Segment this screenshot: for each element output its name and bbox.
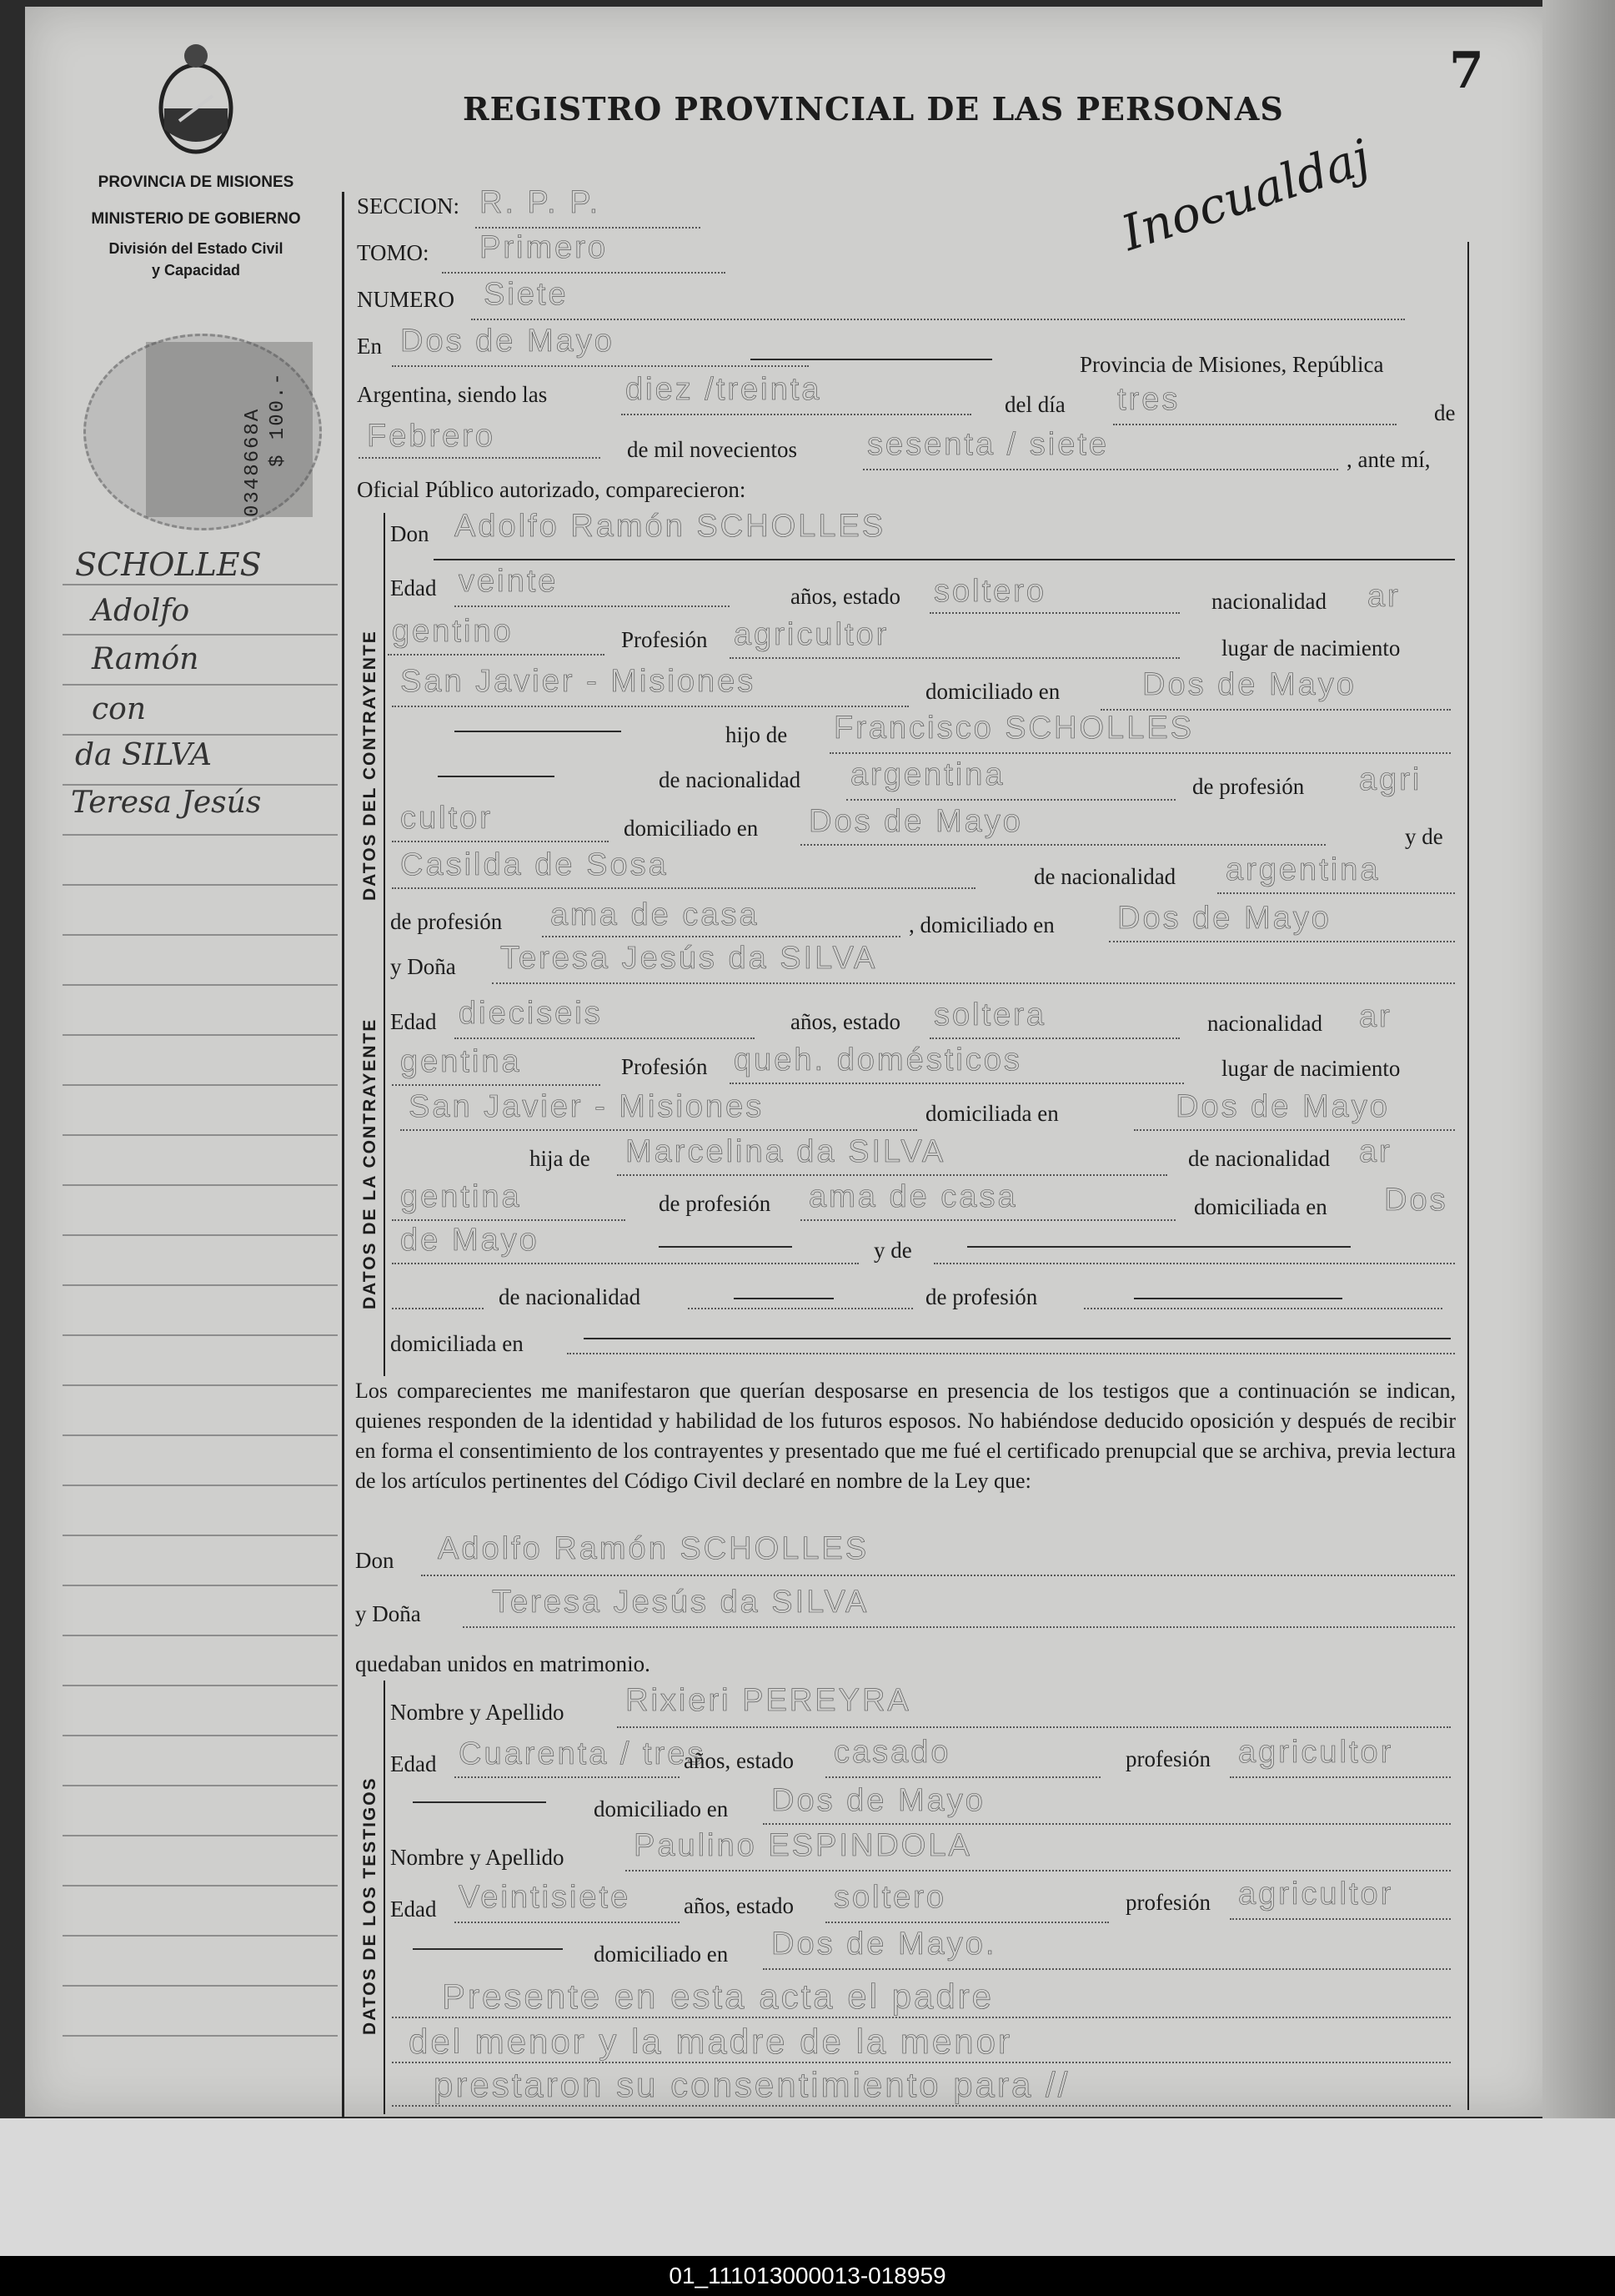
contrayenta-edad: dieciseis bbox=[459, 996, 603, 1031]
numero-value: Siete bbox=[484, 277, 569, 312]
estado2-label: años, estado bbox=[790, 1009, 900, 1034]
t1-nombre-line bbox=[617, 1726, 1451, 1728]
margin-rule bbox=[63, 834, 338, 836]
y-de2-line bbox=[934, 1263, 1455, 1264]
del-dia-text: del día bbox=[1005, 392, 1066, 417]
t1-dom-line bbox=[763, 1823, 1451, 1825]
margin-note-surname: SCHOLLES bbox=[75, 546, 262, 583]
left-header-capacidad: y Capacidad bbox=[151, 262, 241, 279]
padre-nac: argentina bbox=[850, 757, 1006, 792]
dash-h bbox=[413, 1801, 546, 1803]
madre-line bbox=[392, 887, 976, 889]
t1-nombre-label: Nombre y Apellido bbox=[390, 1700, 564, 1725]
tomo-label: TOMO: bbox=[357, 240, 429, 265]
madre-dom-label: , domiciliado en bbox=[909, 912, 1055, 937]
nac2b-line bbox=[688, 1308, 913, 1309]
union-closing: quedaban unidos en matrimonio. bbox=[355, 1651, 650, 1676]
margin-rule bbox=[63, 1184, 338, 1186]
margin-rule bbox=[63, 1284, 338, 1286]
dia-value: tres bbox=[1117, 382, 1181, 417]
margin-rule bbox=[63, 1434, 338, 1436]
t2-profesion-line bbox=[1230, 1918, 1451, 1920]
estado-line bbox=[930, 612, 1180, 614]
union-don-value: Adolfo Ramón SCHOLLES bbox=[438, 1531, 870, 1566]
hora-value: diez /treinta bbox=[625, 372, 822, 407]
page-number: 7 bbox=[1449, 42, 1484, 100]
contrayente-domicilio: Dos de Mayo bbox=[1142, 667, 1357, 702]
contrayenta-nombre: Teresa Jesús da SILVA bbox=[500, 941, 878, 976]
dash-b bbox=[438, 776, 554, 777]
margin-rule bbox=[63, 984, 338, 986]
margin-note-surname2: da SILVA bbox=[75, 738, 213, 772]
margin-note-con: con bbox=[92, 692, 147, 726]
union-don-label: Don bbox=[355, 1548, 394, 1573]
t1-profesion: agricultor bbox=[1238, 1735, 1394, 1770]
note-rule-2 bbox=[392, 2062, 1451, 2063]
document-title: REGISTRO PROVINCIAL DE LAS PERSONAS bbox=[463, 90, 1284, 128]
padre-prof-b: cultor bbox=[400, 801, 493, 836]
testigos-side-label: DATOS DE LOS TESTIGOS bbox=[360, 1776, 379, 2035]
contrayenta-nac-a: ar bbox=[1359, 999, 1392, 1034]
numero-label: NUMERO bbox=[357, 287, 455, 312]
madre2-prof: ama de casa bbox=[809, 1179, 1018, 1214]
margin-rule bbox=[63, 934, 338, 936]
contrayenta-domicilio: Dos de Mayo bbox=[1176, 1089, 1390, 1124]
madre-nombre: Casilda de Sosa bbox=[400, 847, 669, 882]
nac2-line bbox=[392, 1084, 600, 1086]
margin-rule bbox=[63, 1635, 338, 1636]
hijo-label: hijo de bbox=[725, 722, 788, 747]
lugar2-line bbox=[400, 1129, 917, 1131]
padre-prof-line bbox=[392, 841, 609, 842]
t1-profesion-label: profesión bbox=[1126, 1746, 1211, 1771]
padre-nombre: Francisco SCHOLLES bbox=[834, 711, 1195, 746]
contrayente-nombre: Adolfo Ramón SCHOLLES bbox=[454, 509, 886, 544]
profesion-line bbox=[730, 657, 1180, 659]
lugar-line bbox=[392, 706, 909, 707]
testigos-bracket bbox=[384, 1681, 385, 2114]
dom2b-label: domiciliada en bbox=[390, 1331, 524, 1356]
madre2-dom-line bbox=[392, 1263, 859, 1264]
en-line bbox=[392, 365, 809, 367]
madre2-nac-line bbox=[392, 1219, 625, 1221]
t2-profesion: agricultor bbox=[1238, 1876, 1394, 1912]
t1-dom-label: domiciliado en bbox=[594, 1796, 729, 1821]
t2-nombre-line bbox=[625, 1870, 1451, 1871]
tomo-line bbox=[442, 272, 725, 274]
profesion-label: Profesión bbox=[621, 627, 708, 652]
t1-edad-line bbox=[454, 1776, 680, 1778]
madre-nac-label: de nacionalidad bbox=[1034, 864, 1176, 889]
domiciliado-label: domiciliado en bbox=[925, 679, 1061, 704]
nacionalidad-label: nacionalidad bbox=[1211, 589, 1327, 614]
seccion-value: R. P. P. bbox=[479, 185, 601, 220]
margin-border bbox=[342, 192, 344, 2118]
lugar-label: lugar de nacimiento bbox=[1221, 636, 1401, 661]
padre-prof-label: de profesión bbox=[1192, 774, 1305, 799]
prof2b-line bbox=[1084, 1308, 1442, 1309]
domicilio2-line bbox=[1134, 1129, 1455, 1131]
nac2b-label: de nacionalidad bbox=[499, 1284, 641, 1309]
margin-rule bbox=[63, 1234, 338, 1236]
coat-of-arms-icon bbox=[150, 38, 242, 163]
dash-d bbox=[967, 1246, 1351, 1248]
margin-rule bbox=[63, 684, 338, 686]
contrayente-lugar: San Javier - Misiones bbox=[400, 664, 756, 699]
t1-profesion-line bbox=[1230, 1776, 1451, 1778]
contrayenta-madre: Marcelina da SILVA bbox=[625, 1134, 946, 1169]
book-spine bbox=[1542, 0, 1615, 2118]
madre2-prof-label: de profesión bbox=[659, 1191, 771, 1216]
dona-label: y Doña bbox=[390, 954, 456, 979]
t2-nombre-label: Nombre y Apellido bbox=[390, 1845, 564, 1870]
mes-line bbox=[359, 457, 600, 459]
padre-nac-label: de nacionalidad bbox=[659, 767, 801, 792]
t1-estado: casado bbox=[834, 1735, 951, 1770]
t2-estado-label: años, estado bbox=[684, 1893, 794, 1918]
contrayente-edad: veinte bbox=[459, 564, 559, 599]
scan-id-footer: 01_111013000013-018959 bbox=[0, 2256, 1615, 2296]
profesion2-line bbox=[730, 1083, 1184, 1084]
t1-nombre: Rixieri PEREYRA bbox=[625, 1683, 911, 1718]
margin-rule bbox=[63, 884, 338, 886]
madre-prof: ama de casa bbox=[550, 897, 760, 932]
madre-prof-line bbox=[542, 936, 900, 937]
contrayenta-bracket bbox=[384, 947, 385, 1376]
margin-rule bbox=[63, 1585, 338, 1586]
consent-paragraph: Los comparecientes me manifestaron que querían desposarse en presencia de los testigos que a continuación se indican, quienes responden de la identidad y habilidad de los futuros esposos. No habiéndose deducido oposición y después de recibir en forma el consentimiento de los contrayentes y presentado que me fué el certificado prenupcial que se archiva, previa lectura de los artículos pertinentes del Código Civil declaré en nombre de la Ley que: bbox=[355, 1379, 1456, 1493]
profesion2-label: Profesión bbox=[621, 1054, 708, 1079]
margin-rule bbox=[63, 1835, 338, 1836]
madre2-dom-a: Dos bbox=[1384, 1183, 1448, 1218]
t2-estado-line bbox=[825, 1922, 1109, 1923]
contrayente-nac-a: ar bbox=[1367, 579, 1401, 614]
margin-rule bbox=[63, 584, 338, 585]
scan-bottom-margin bbox=[0, 2118, 1615, 2260]
ante-mi-text: , ante mí, bbox=[1347, 447, 1431, 472]
margin-rule bbox=[63, 1485, 338, 1486]
left-header-ministry: MINISTERIO DE GOBIERNO bbox=[91, 210, 301, 228]
blank-line-a bbox=[392, 1308, 484, 1309]
hija-line bbox=[617, 1174, 1167, 1176]
edad-label: Edad bbox=[390, 575, 437, 600]
dom2b-line bbox=[567, 1353, 1455, 1354]
hija-label: hija de bbox=[529, 1146, 590, 1171]
provincia-text: Provincia de Misiones, República bbox=[1080, 352, 1384, 377]
argentina-text: Argentina, siendo las bbox=[357, 382, 548, 407]
dash-c bbox=[659, 1246, 792, 1248]
t2-estado: soltero bbox=[834, 1880, 947, 1915]
don-label: Don bbox=[390, 521, 429, 546]
margin-rule bbox=[63, 1334, 338, 1336]
padre-line bbox=[830, 752, 1451, 754]
t1-estado-label: años, estado bbox=[684, 1748, 794, 1773]
right-border bbox=[1467, 242, 1469, 2110]
margin-rule bbox=[63, 1134, 338, 1136]
contrayenta-nac-b: gentina bbox=[400, 1044, 522, 1079]
lugar2-label: lugar de nacimiento bbox=[1221, 1056, 1401, 1081]
dash-e bbox=[734, 1298, 834, 1299]
contrayenta-profesion: queh. domésticos bbox=[734, 1042, 1022, 1078]
t2-profesion-label: profesión bbox=[1126, 1890, 1211, 1915]
union-dona-line bbox=[463, 1626, 1455, 1628]
madre-nac-line bbox=[1217, 892, 1455, 894]
stamp-serial: 0348668A bbox=[242, 407, 264, 517]
margin-rule bbox=[63, 734, 338, 736]
t1-edad-label: Edad bbox=[390, 1751, 437, 1776]
madre2-dom-label: domiciliada en bbox=[1194, 1194, 1327, 1219]
mes-value: Febrero bbox=[367, 419, 496, 454]
padre-dom: Dos de Mayo bbox=[809, 804, 1023, 839]
margin-rule bbox=[63, 1685, 338, 1686]
madre-prof-label: de profesión bbox=[390, 909, 503, 934]
stamp-value: $ 100.- bbox=[267, 371, 289, 467]
contrayente-nac-b: gentino bbox=[392, 614, 514, 649]
margin-rule bbox=[63, 634, 338, 636]
margin-rule bbox=[63, 1535, 338, 1536]
margin-rule bbox=[63, 1084, 338, 1086]
nacionalidad2-label: nacionalidad bbox=[1207, 1011, 1322, 1036]
t1-dom: Dos de Mayo bbox=[771, 1783, 986, 1818]
numero-line bbox=[471, 319, 1405, 320]
left-header-province: PROVINCIA DE MISIONES bbox=[98, 173, 294, 191]
nombre-line bbox=[434, 559, 1455, 560]
padre-prof-a: agri bbox=[1359, 762, 1422, 797]
contrayenta-lugar: San Javier - Misiones bbox=[409, 1089, 765, 1124]
madre2-nac-a: ar bbox=[1359, 1134, 1392, 1169]
signature: Inocualdaj bbox=[1115, 128, 1377, 262]
padre-nac-line bbox=[846, 799, 1176, 801]
t1-estado-line bbox=[825, 1776, 1101, 1778]
margin-rule bbox=[63, 2035, 338, 2037]
domiciliada-label: domiciliada en bbox=[925, 1101, 1059, 1126]
edad2-label: Edad bbox=[390, 1009, 437, 1034]
de-text: de bbox=[1434, 400, 1456, 425]
contrayenta-nombre-line bbox=[492, 982, 1455, 984]
left-header-division: División del Estado Civil bbox=[108, 240, 283, 257]
margin-rule bbox=[63, 1785, 338, 1786]
padre-dom-line bbox=[800, 844, 1326, 846]
dash-f bbox=[1134, 1298, 1342, 1299]
margin-note-name3: Teresa Jesús bbox=[71, 786, 262, 820]
anio-line bbox=[863, 469, 1338, 470]
contrayente-estado: soltero bbox=[934, 574, 1047, 609]
madre-nac: argentina bbox=[1226, 852, 1381, 887]
en-dash bbox=[750, 359, 992, 360]
dash-g bbox=[584, 1338, 1451, 1339]
contrayente-profesion: agricultor bbox=[734, 617, 890, 652]
seccion-label: SECCION: bbox=[357, 193, 460, 219]
contrayente-bracket bbox=[384, 513, 385, 955]
note-line-1: Presente en esta acta el padre bbox=[442, 1977, 995, 2016]
margin-rule bbox=[63, 1384, 338, 1386]
en-label: En bbox=[357, 334, 382, 359]
margin-rule bbox=[63, 1885, 338, 1887]
margin-note-name2: Ramón bbox=[92, 642, 199, 676]
t2-edad: Veintisiete bbox=[459, 1880, 631, 1915]
padre-dom-label: domiciliado en bbox=[624, 816, 759, 841]
mil-text: de mil novecientos bbox=[627, 437, 797, 462]
dash-a bbox=[454, 731, 621, 732]
margin-rule bbox=[63, 1935, 338, 1937]
madre2-nac-b: gentina bbox=[400, 1179, 522, 1214]
madre2-nac-label: de nacionalidad bbox=[1188, 1146, 1331, 1171]
estado2-line bbox=[930, 1037, 1180, 1039]
union-dona-value: Teresa Jesús da SILVA bbox=[492, 1585, 870, 1620]
margin-rule bbox=[63, 1735, 338, 1736]
madre-dom-line bbox=[1109, 941, 1455, 942]
edad-line bbox=[454, 605, 730, 607]
union-don-line bbox=[421, 1575, 1455, 1576]
t2-dom-label: domiciliado en bbox=[594, 1942, 729, 1967]
contrayente-side-label: DATOS DEL CONTRAYENTE bbox=[360, 630, 379, 901]
margin-note-name1: Adolfo bbox=[92, 594, 190, 628]
union-dona-label: y Doña bbox=[355, 1601, 421, 1626]
y-de-label: y de bbox=[1405, 824, 1443, 849]
nac-line bbox=[388, 654, 604, 656]
en-value: Dos de Mayo bbox=[400, 324, 614, 359]
t2-edad-label: Edad bbox=[390, 1897, 437, 1922]
note-line-3: prestaron su consentimiento para // bbox=[434, 2065, 1071, 2104]
note-rule-3 bbox=[392, 2105, 1451, 2107]
t2-dom-line bbox=[763, 1968, 1451, 1970]
y-de2-label: y de bbox=[874, 1238, 912, 1263]
t2-nombre: Paulino ESPINDOLA bbox=[634, 1828, 972, 1863]
madre2-prof-line bbox=[800, 1219, 1176, 1221]
oficial-text: Oficial Público autorizado, comparecieron: bbox=[357, 477, 746, 502]
t2-dom: Dos de Mayo. bbox=[771, 1927, 997, 1962]
contrayenta-estado: soltera bbox=[934, 997, 1047, 1032]
hora-line bbox=[621, 414, 971, 415]
t1-edad: Cuarenta / tres bbox=[459, 1736, 706, 1771]
dash-i bbox=[413, 1948, 563, 1950]
prof2b-label: de profesión bbox=[925, 1284, 1038, 1309]
dia-line bbox=[1113, 424, 1397, 425]
anio-value: sesenta / siete bbox=[867, 427, 1110, 462]
contrayenta-side-label: DATOS DE LA CONTRAYENTE bbox=[360, 1017, 379, 1309]
edad2-line bbox=[454, 1037, 755, 1039]
estado-label: años, estado bbox=[790, 584, 900, 609]
note-rule-1 bbox=[392, 2017, 1451, 2018]
seccion-line bbox=[475, 227, 700, 229]
note-line-2: del menor y la madre de la menor bbox=[409, 2022, 1012, 2061]
madre-dom: Dos de Mayo bbox=[1117, 901, 1332, 936]
madre2-dom-b: de Mayo bbox=[400, 1223, 539, 1258]
tomo-value: Primero bbox=[479, 230, 609, 265]
margin-rule bbox=[63, 1985, 338, 1987]
margin-rule bbox=[63, 1034, 338, 1036]
t2-edad-line bbox=[454, 1922, 680, 1923]
